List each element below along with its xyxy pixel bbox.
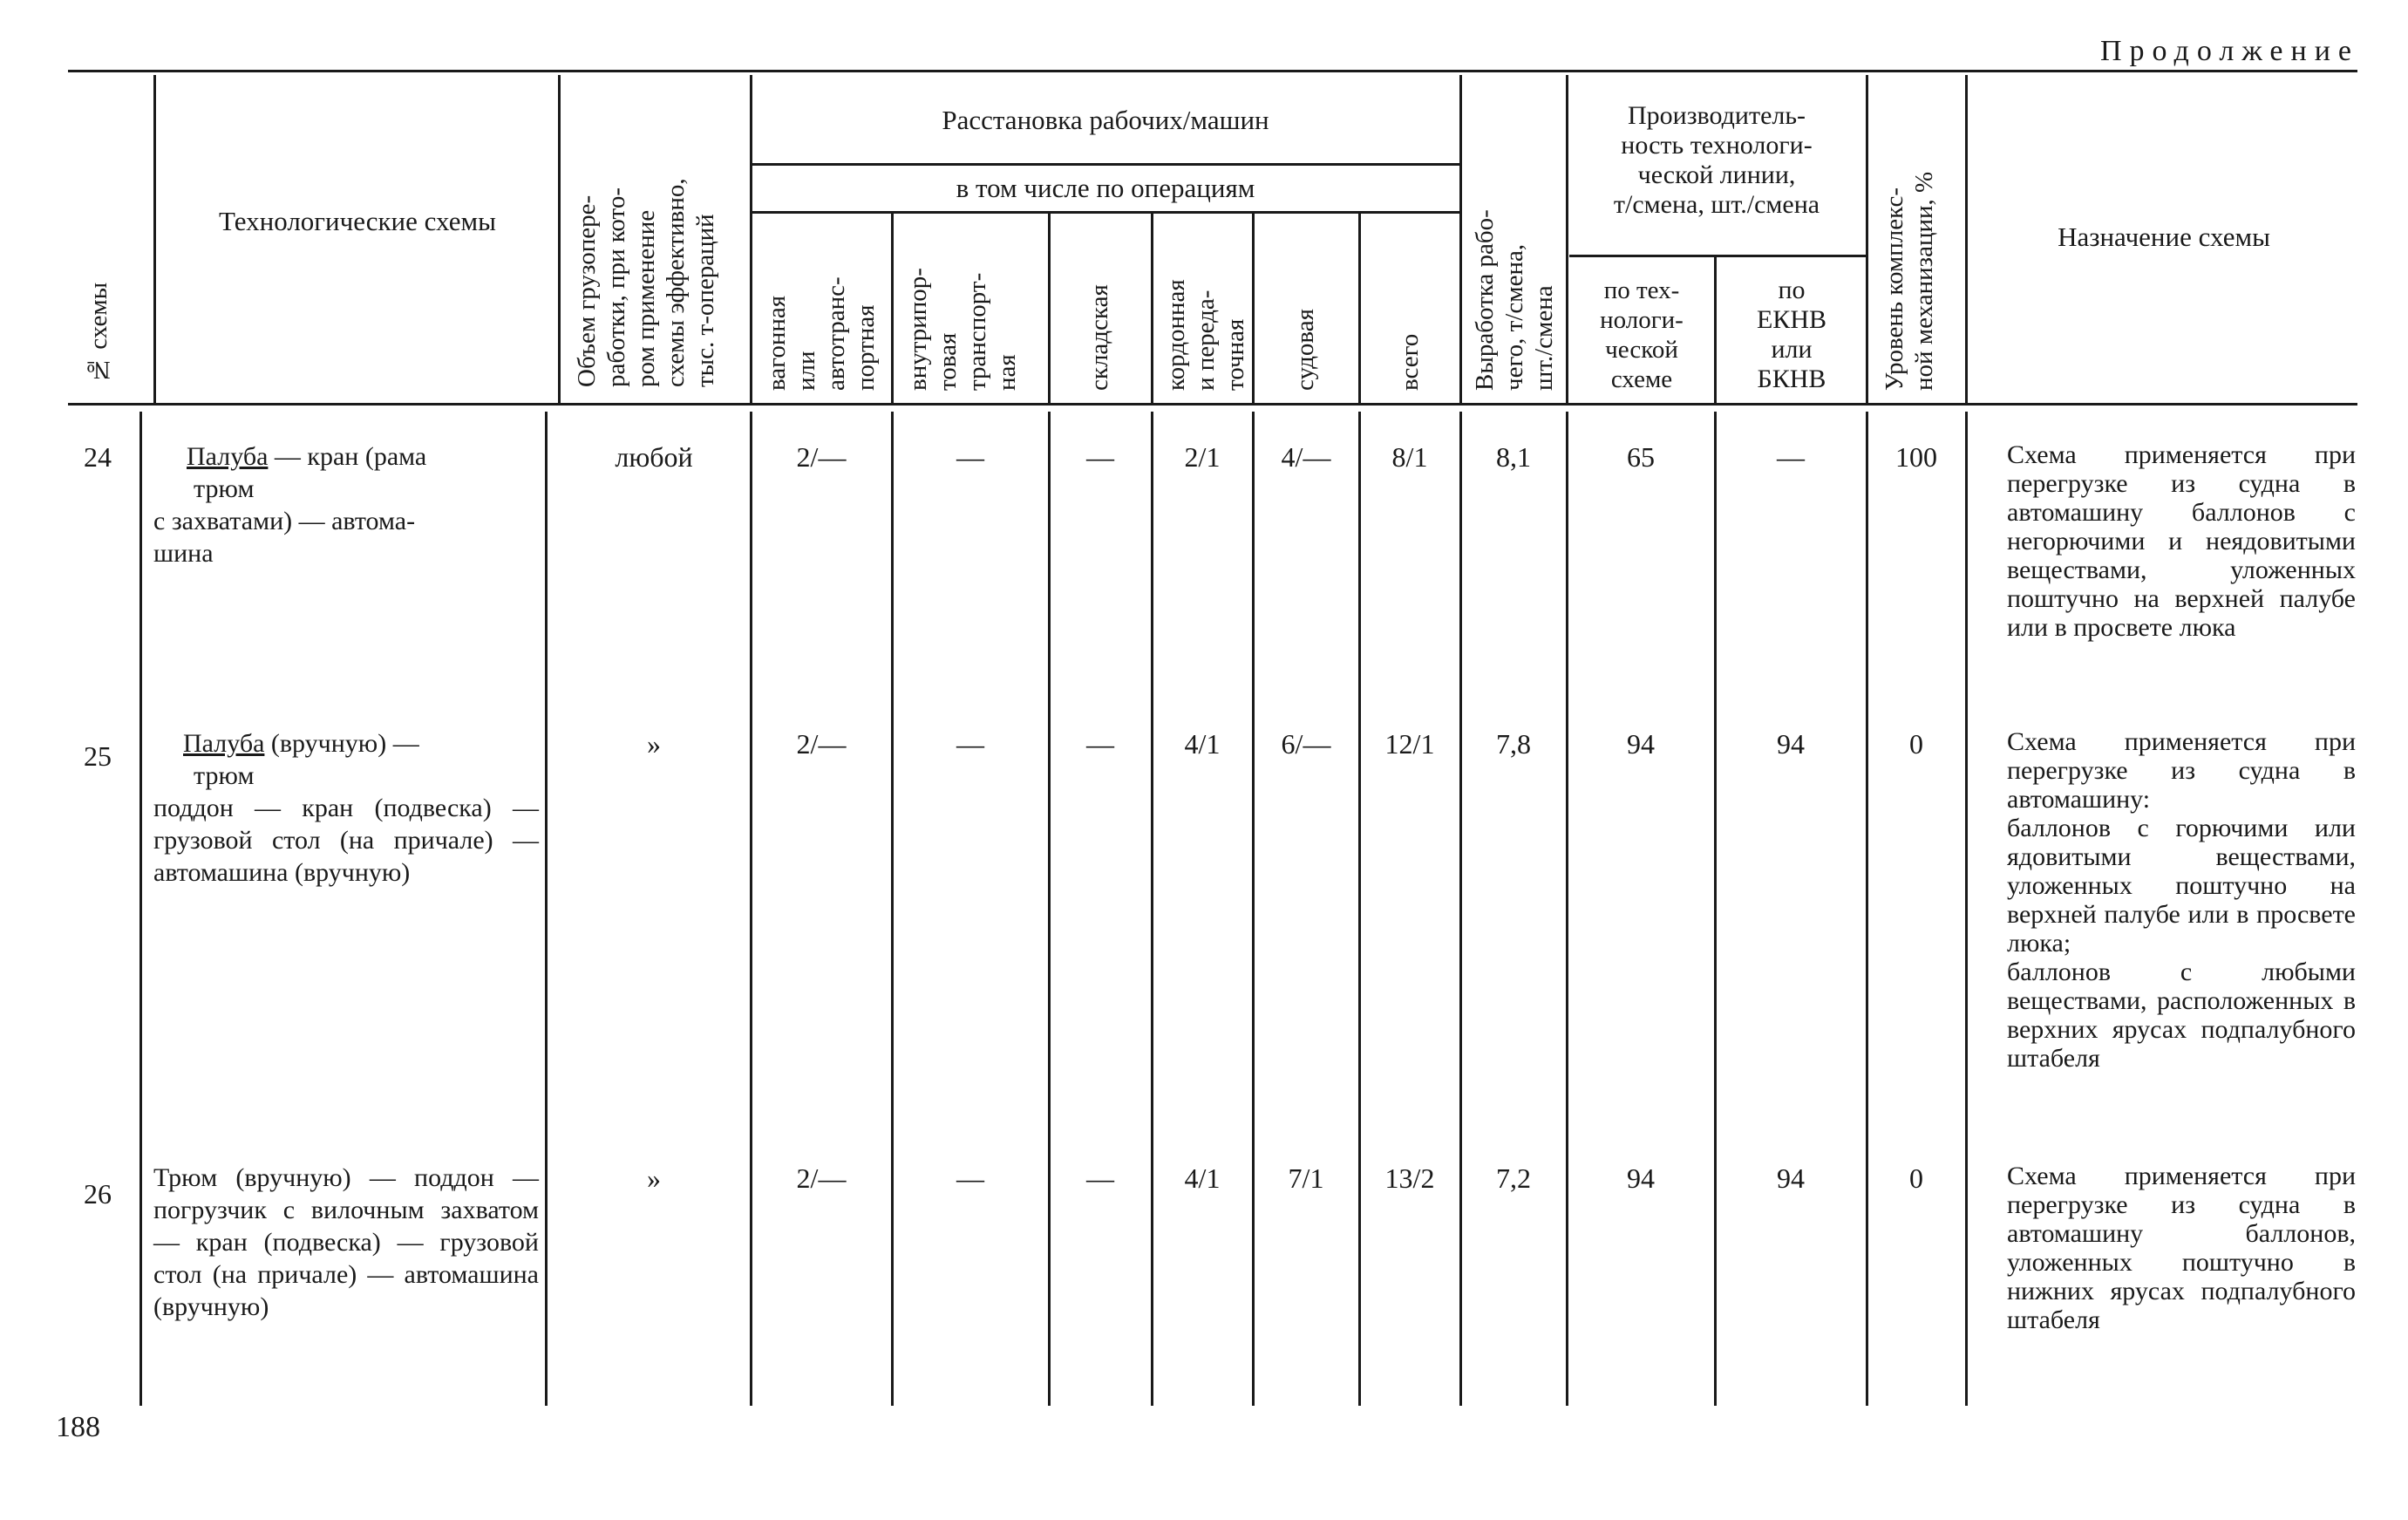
body-rule-9 — [1459, 412, 1462, 1406]
header-prod-eknv: по ЕКНВ или БКНВ — [1756, 276, 1826, 393]
row-25-purpose-item-1: баллонов с горючими или ядовитыми веществами, уложенных поштучно на верхней палубе или в просвете люка; — [2007, 814, 2356, 958]
body-rule-12 — [1866, 412, 1868, 1406]
row-26-purpose-text: Схема применяется при перегрузке из судна в автомашину баллонов, уложенных поштучно в нижних ярусах подпалубного штабеля — [2007, 1162, 2356, 1334]
header-by-operations: в том числе по операциям — [956, 173, 1255, 203]
body-rule-2 — [545, 412, 548, 1406]
header-op-ship: судовая — [1291, 309, 1319, 391]
row-25-op-cordon: 4/1 — [1184, 728, 1221, 760]
col-rule-13 — [1965, 75, 1968, 403]
row-24-mech: 100 — [1895, 441, 1937, 473]
header-purpose: Назначение схемы — [2058, 222, 2270, 252]
row-26-op-intraport: — — [956, 1162, 984, 1194]
row-25-op-total: 12/1 — [1384, 728, 1435, 760]
row-25-mech: 0 — [1909, 728, 1923, 760]
body-rule-7 — [1252, 412, 1255, 1406]
body-rule-13 — [1965, 412, 1968, 1406]
row-24-op-cordon: 2/1 — [1184, 441, 1221, 473]
row-25-scheme-denominator: трюм — [194, 761, 255, 790]
header-productivity: Производитель- ность технологи- ческой линии, т/смена, шт./смена — [1613, 101, 1820, 219]
continued-label: Продолжение — [2099, 35, 2359, 67]
header-op-intraport: внутрипор- товая транспорт- ная — [904, 268, 1021, 391]
header-op-warehouse: складская — [1085, 284, 1113, 391]
row-24-scheme: Палуба — кран (рама трюм с захватами) — автома- шина — [153, 440, 539, 569]
col-rule-9 — [1459, 75, 1462, 403]
row-25-op-intraport: — — [956, 728, 984, 760]
row-24-op-intraport: — — [956, 441, 984, 473]
body-rule-11 — [1714, 412, 1717, 1406]
body-rule-4 — [891, 412, 894, 1406]
row-26-op-cordon: 4/1 — [1184, 1162, 1221, 1194]
row-25-purpose-item-2: баллонов с любыми веществами, расположенных в верхних ярусах подпалубного штабеля — [2007, 958, 2356, 1073]
body-rule-5 — [1048, 412, 1051, 1406]
col-rule-6 — [1151, 211, 1153, 403]
row-24-op-wagon: 2/— — [796, 441, 847, 473]
row-26-output: 7,2 — [1496, 1162, 1531, 1194]
row-24-volume: любой — [615, 441, 693, 473]
row-26-prod-eknv: 94 — [1777, 1162, 1805, 1194]
header-scheme-no: № схемы — [85, 282, 112, 384]
row-25-scheme-rest: поддон — кран (подвеска) — грузовой стол (на причале) — автомашина (вручную) — [153, 794, 539, 887]
body-rule-3 — [750, 412, 752, 1406]
header-output: Выработка рабо- чего, т/смена, шт./смена — [1471, 209, 1558, 391]
page-number: 188 — [56, 1411, 100, 1443]
row-26-op-ship: 7/1 — [1288, 1162, 1324, 1194]
row-24-prod-tech: 65 — [1627, 441, 1655, 473]
col-rule-4 — [891, 211, 894, 403]
col-rule-1 — [153, 75, 156, 403]
row-26-scheme: Трюм (вручную) — поддон — погрузчик с вилочным захватом — кран (подвеска) — грузовой стол (на причале) — автомашина (вручную) — [153, 1163, 539, 1321]
row-24-prod-eknv: — — [1777, 441, 1805, 473]
row-26-mech: 0 — [1909, 1162, 1923, 1194]
placement-subrule — [752, 163, 1459, 166]
body-rule-1 — [139, 412, 142, 1406]
header-op-wagon: вагонная или автотранс- портная — [763, 276, 880, 391]
row-24-scheme-denominator: трюм — [194, 474, 255, 503]
row-26-purpose — [1972, 1162, 2356, 1334]
row-25-op-wagon: 2/— — [796, 728, 847, 760]
row-24-number: 24 — [84, 441, 112, 473]
header-tech-schemes: Технологические схемы — [219, 206, 496, 236]
row-26-prod-tech: 94 — [1627, 1162, 1655, 1194]
header-op-cordon: кордонная и переда- точная — [1162, 279, 1249, 391]
row-24-output: 8,1 — [1496, 441, 1531, 473]
col-rule-2 — [558, 75, 561, 403]
row-25-prod-eknv: 94 — [1777, 728, 1805, 760]
body-rule-8 — [1358, 412, 1361, 1406]
row-25-output: 7,8 — [1496, 728, 1531, 760]
row-24-op-ship: 4/— — [1281, 441, 1331, 473]
col-rule-5 — [1048, 211, 1051, 403]
col-rule-12 — [1866, 75, 1868, 403]
header-op-total: всего — [1396, 333, 1424, 391]
header-bottom-rule — [68, 403, 2357, 406]
header-placement: Расстановка рабочих/машин — [942, 105, 1269, 135]
row-25-purpose-intro: Схема применяется при перегрузке из судна в автомашину: — [2007, 727, 2356, 814]
row-25-op-warehouse: — — [1086, 728, 1114, 760]
row-26-op-wagon: 2/— — [796, 1162, 847, 1194]
row-25-prod-tech: 94 — [1627, 728, 1655, 760]
col-rule-7 — [1252, 211, 1255, 403]
header-prod-tech: по тех- нологи- ческой схеме — [1600, 276, 1684, 393]
header-mech-level: Уровень комплекс- ной механизации, % — [1881, 171, 1938, 391]
row-26-volume: » — [647, 1162, 661, 1194]
row-24-purpose-text: Схема применяется при перегрузке из судна в автомашину баллонов с негорючими и неядовитыми веществами, уложенных поштучно на верхней палубе или в просвете люка — [2007, 440, 2356, 642]
header-volume: Объем грузопере- работки, при кото- ром применение схемы эффективно, тыс. т-операций — [573, 178, 719, 387]
table-top-rule — [68, 70, 2357, 72]
row-25-op-ship: 6/— — [1281, 728, 1331, 760]
ops-subrule — [752, 211, 1459, 214]
productivity-subrule — [1569, 255, 1866, 257]
row-26-number: 26 — [84, 1178, 112, 1210]
row-25-scheme-numerator: Палуба — [183, 729, 265, 758]
col-rule-8 — [1358, 211, 1361, 403]
row-26-op-total: 13/2 — [1384, 1162, 1435, 1194]
body-rule-10 — [1566, 412, 1568, 1406]
row-24-op-warehouse: — — [1086, 441, 1114, 473]
row-24-op-total: 8/1 — [1391, 441, 1428, 473]
row-24-scheme-numerator: Палуба — [187, 442, 269, 471]
row-25-number: 25 — [84, 740, 112, 772]
row-24-scheme-rest: с захватами) — автома- шина — [153, 507, 416, 568]
row-24-purpose — [1972, 440, 2356, 642]
row-25-purpose — [1972, 727, 2356, 1073]
col-rule-11 — [1714, 255, 1717, 403]
row-25-scheme: Палуба (вручную) — трюм поддон — кран (подвеска) — грузовой стол (на причале) — автомашина (вручную) — [153, 729, 539, 887]
row-25-volume: » — [647, 728, 661, 760]
row-26-op-warehouse: — — [1086, 1162, 1114, 1194]
body-rule-6 — [1151, 412, 1153, 1406]
